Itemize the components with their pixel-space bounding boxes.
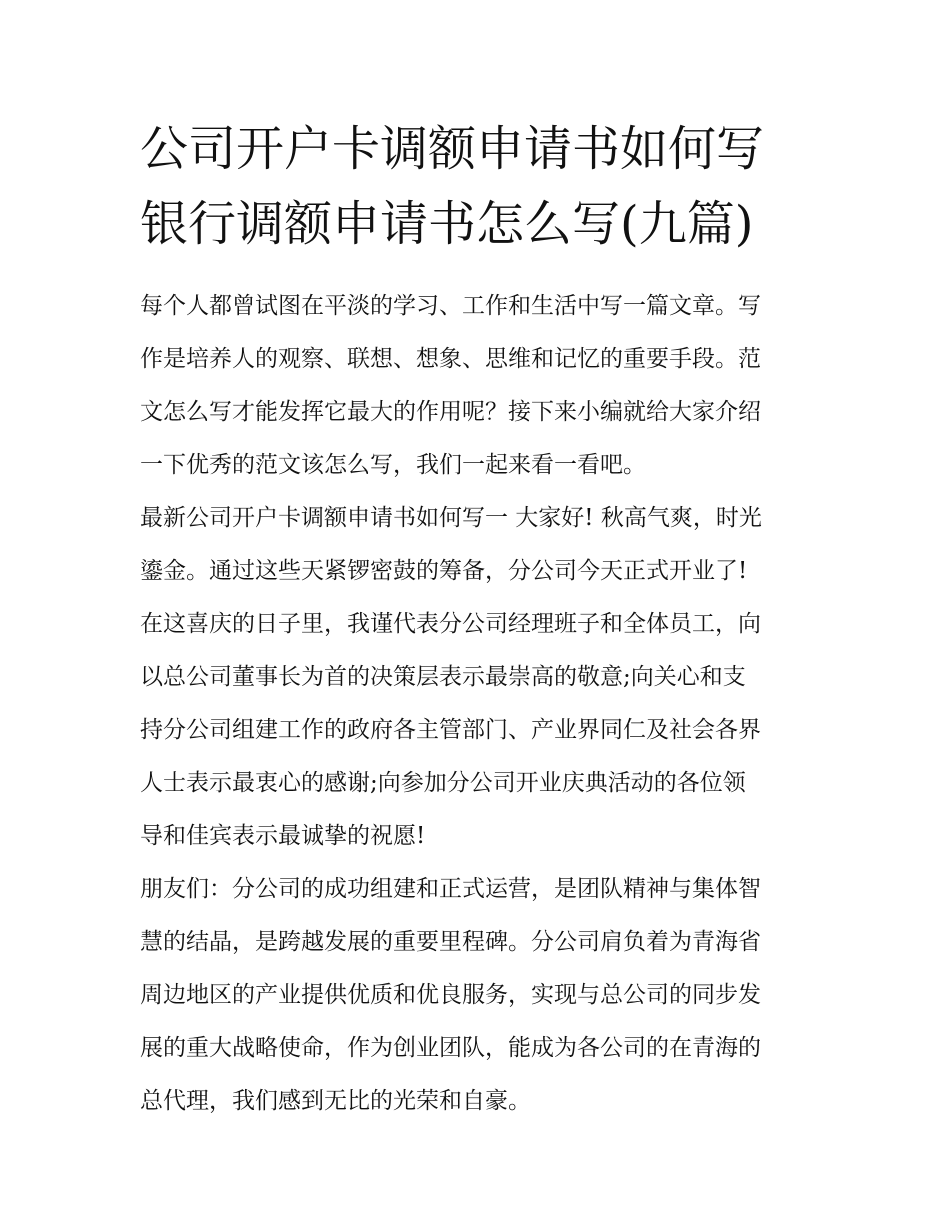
text-line: 周边地区的产业提供优质和优良服务，实现与总公司的同步发 (140, 982, 761, 1008)
title-line: 银行调额申请书怎么写(九篇) (140, 196, 754, 252)
text-line: 导和佳宾表示最诚挚的祝愿! (140, 823, 426, 849)
text-line: 鎏金。通过这些天紧锣密鼓的筹备，分公司今天正式开业了! (140, 558, 748, 584)
document-title (140, 112, 830, 262)
document-body (140, 280, 820, 1128)
text-line: 展的重大战略使命，作为创业团队，能成为各公司的在青海的 (140, 1035, 761, 1061)
text-line: 总代理，我们感到无比的光荣和自豪。 (140, 1088, 531, 1114)
text-line: 每个人都曾试图在平淡的学习、工作和生活中写一篇文章。写 (140, 293, 761, 319)
paragraph-friends (140, 863, 820, 1128)
text-line: 持分公司组建工作的政府各主管部门、产业界同仁及社会各界 (140, 717, 761, 743)
text-line: 文怎么写才能发挥它最大的作用呢？接下来小编就给大家介绍 (140, 399, 761, 425)
text-line: 最新公司开户卡调额申请书如何写一 大家好! 秋高气爽，时光 (140, 505, 762, 531)
text-line: 慧的结晶，是跨越发展的重要里程碑。分公司肩负着为青海省 (140, 929, 761, 955)
text-line: 朋友们：分公司的成功组建和正式运营，是团队精神与集体智 (140, 876, 761, 902)
title-line: 公司开户卡调额申请书如何写 (140, 121, 765, 177)
text-line: 人士表示最衷心的感谢;向参加分公司开业庆典活动的各位领 (140, 770, 746, 796)
text-line: 在这喜庆的日子里，我谨代表分公司经理班子和全体员工，向 (140, 611, 761, 637)
text-line: 一下优秀的范文该怎么写，我们一起来看一看吧。 (140, 452, 646, 478)
paragraph-intro (140, 280, 820, 492)
text-line: 以总公司董事长为首的决策层表示最崇高的敬意;向关心和支 (140, 664, 746, 690)
text-line: 作是培养人的观察、联想、想象、思维和记忆的重要手段。范 (140, 346, 761, 372)
paragraph-speech-opening (140, 492, 820, 863)
